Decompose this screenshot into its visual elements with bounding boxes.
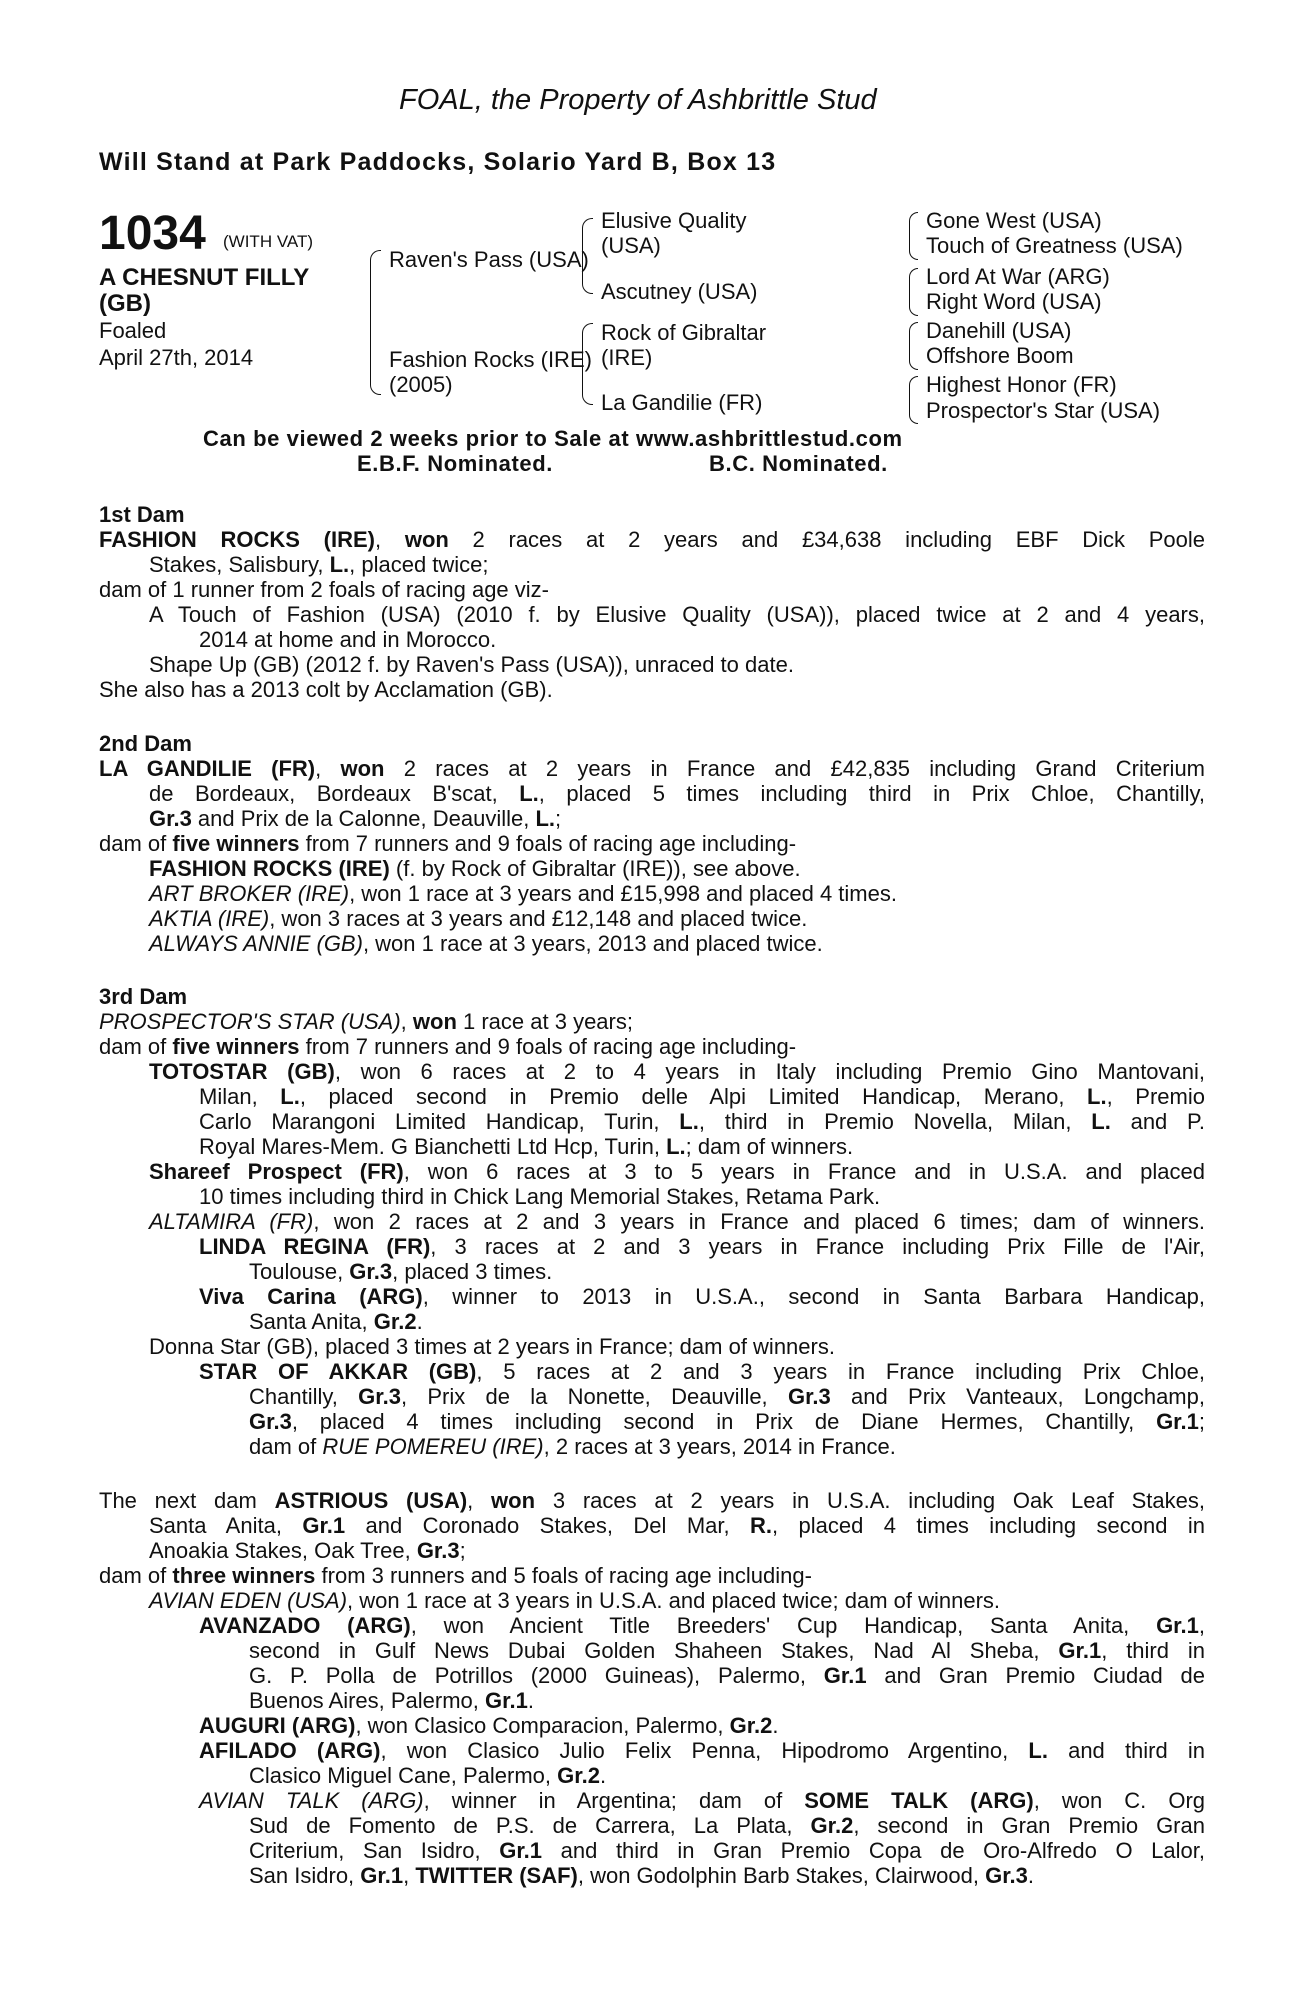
gp-2: Touch of Greatness (USA) [926, 233, 1183, 258]
bc-note: B.C. Nominated. [709, 451, 888, 476]
next-dam-line-10: AUGURI (ARG), won Clasico Comparacion, Palermo, Gr.2. [199, 1713, 779, 1738]
first-dam-line-1: FASHION ROCKS (IRE), won 2 races at 2 years and £34,638 including EBF Dick Poole [99, 527, 1205, 552]
next-dam-line-9: Buenos Aires, Palermo, Gr.1. [249, 1688, 534, 1713]
next-dam-line-13: AVIAN TALK (ARG), winner in Argentina; dam of SOME TALK (ARG), won C. Org [199, 1788, 1206, 1813]
lot-origin: (GB) [99, 290, 151, 317]
third-dam-line-9: ALTAMIRA (FR), won 2 races at 2 and 3 years in France and placed 6 times; dam of winners. [149, 1209, 1206, 1234]
dam-year: (2005) [389, 372, 453, 397]
second-dam-line-1: LA GANDILIE (FR), won 2 races at 2 years in France and £42,835 including Grand Criterium [99, 756, 1206, 781]
second-dam-line-4: dam of five winners from 7 runners and 9 foals of racing age including- [99, 831, 797, 856]
pedigree-brace-2 [582, 218, 593, 294]
third-dam-line-2: dam of five winners from 7 runners and 9 foals of racing age including- [99, 1034, 797, 1059]
third-dam-line-11: Toulouse, Gr.3, placed 3 times. [249, 1259, 553, 1284]
third-dam-line-16: Chantilly, Gr.3, Prix de la Nonette, Deauville, Gr.3 and Prix Vanteaux, Longchamp, [249, 1384, 1205, 1409]
first-dam-line-3: dam of 1 runner from 2 foals of racing age viz- [99, 577, 549, 602]
catalogue-page [99, 0, 1205, 2000]
lot-number: 1034 [99, 207, 206, 260]
sire-sire-country: (USA) [601, 233, 661, 258]
foaled-date: April 27th, 2014 [99, 345, 254, 370]
third-dam-line-1: PROSPECTOR'S STAR (USA), won 1 race at 3 years; [99, 1009, 633, 1034]
pedigree-brace-6 [909, 322, 918, 370]
third-dam-heading: 3rd Dam [99, 984, 188, 1009]
next-dam-line-12: Clasico Miguel Cane, Palermo, Gr.2. [249, 1763, 607, 1788]
stand-location: Will Stand at Park Paddocks, Solario Yard B, Box 13 [99, 148, 777, 176]
next-dam-line-7: second in Gulf News Dubai Golden Shaheen Stakes, Nad Al Sheba, Gr.1, third in [249, 1638, 1205, 1663]
sire: Raven's Pass (USA) [389, 247, 589, 272]
second-dam-line-3: Gr.3 and Prix de la Calonne, Deauville, L.; [149, 806, 562, 831]
gp-4: Right Word (USA) [926, 289, 1102, 314]
gp-8: Prospector's Star (USA) [926, 398, 1161, 423]
gp-6: Offshore Boom [926, 343, 1074, 368]
second-dam-heading: 2nd Dam [99, 731, 192, 756]
first-dam-line-5: 2014 at home and in Morocco. [199, 627, 497, 652]
viewing-note: Can be viewed 2 weeks prior to Sale at www.ashbrittlestud.com [203, 426, 903, 451]
next-dam-line-3: Anoakia Stakes, Oak Tree, Gr.3; [149, 1538, 466, 1563]
page-title: FOAL, the Property of Ashbrittle Stud [399, 84, 877, 116]
pedigree-brace-1 [370, 250, 381, 395]
third-dam-line-4: Milan, L., placed second in Premio delle Alpi Limited Handicap, Merano, L., Premio [199, 1084, 1205, 1109]
third-dam-line-12: Viva Carina (ARG), winner to 2013 in U.S.A., second in Santa Barbara Handicap, [199, 1284, 1205, 1309]
next-dam-line-11: AFILADO (ARG), won Clasico Julio Felix Penna, Hipodromo Argentino, L. and third in [199, 1738, 1206, 1763]
first-dam-line-6: Shape Up (GB) (2012 f. by Raven's Pass (USA)), unraced to date. [149, 652, 794, 677]
first-dam-line-7: She also has a 2013 colt by Acclamation (GB). [99, 677, 553, 702]
sire-dam: Ascutney (USA) [601, 279, 758, 304]
third-dam-line-18: dam of RUE POMEREU (IRE), 2 races at 3 years, 2014 in France. [249, 1434, 896, 1459]
foaled-label: Foaled [99, 318, 167, 343]
pedigree-brace-4 [909, 212, 918, 260]
lot-description: A CHESNUT FILLY [99, 264, 310, 291]
third-dam-line-5: Carlo Marangoni Limited Handicap, Turin, L., third in Premio Novella, Milan, L. and P. [199, 1109, 1205, 1134]
first-dam-line-4: A Touch of Fashion (USA) (2010 f. by Elusive Quality (USA)), placed twice at 2 and 4 years, [149, 602, 1205, 627]
gp-5: Danehill (USA) [926, 318, 1072, 343]
third-dam-line-7: Shareef Prospect (FR), won 6 races at 3 to 5 years in France and in U.S.A. and placed [149, 1159, 1205, 1184]
gp-1: Gone West (USA) [926, 208, 1102, 233]
dam-sire-country: (IRE) [601, 345, 653, 370]
next-dam-line-14: Sud de Fomento de P.S. de Carrera, La Plata, Gr.2, second in Gran Premio Gran [249, 1813, 1205, 1838]
second-dam-line-6: ART BROKER (IRE), won 1 race at 3 years and £15,998 and placed 4 times. [149, 881, 897, 906]
dam-sire: Rock of Gibraltar [601, 320, 767, 345]
next-dam-line-16: San Isidro, Gr.1, TWITTER (SAF), won Godolphin Barb Stakes, Clairwood, Gr.3. [249, 1863, 1035, 1888]
next-dam-line-4: dam of three winners from 3 runners and 5 foals of racing age including- [99, 1563, 812, 1588]
third-dam-line-15: STAR OF AKKAR (GB), 5 races at 2 and 3 years in France including Prix Chloe, [199, 1359, 1205, 1384]
ebf-note: E.B.F. Nominated. [357, 451, 553, 476]
pedigree-brace-3 [582, 323, 593, 405]
pedigree-brace-7 [909, 376, 918, 424]
gp-7: Highest Honor (FR) [926, 372, 1117, 397]
first-dam-line-2: Stakes, Salisbury, L., placed twice; [149, 552, 489, 577]
third-dam-line-10: LINDA REGINA (FR), 3 races at 2 and 3 years in France including Prix Fille de l'Air, [199, 1234, 1205, 1259]
next-dam-line-15: Criterium, San Isidro, Gr.1 and third in Gran Premio Copa de Oro-Alfredo O Lalor, [249, 1838, 1206, 1863]
dam-dam: La Gandilie (FR) [601, 390, 763, 415]
next-dam-line-8: G. P. Polla de Potrillos (2000 Guineas), Palermo, Gr.1 and Gran Premio Ciudad de [249, 1663, 1205, 1688]
first-dam-heading: 1st Dam [99, 502, 185, 527]
third-dam-line-8: 10 times including third in Chick Lang Memorial Stakes, Retama Park. [199, 1184, 881, 1209]
dam: Fashion Rocks (IRE) [389, 347, 592, 372]
third-dam-line-14: Donna Star (GB), placed 3 times at 2 years in France; dam of winners. [149, 1334, 835, 1359]
vat-note: (WITH VAT) [223, 232, 314, 251]
next-dam-line-1: The next dam ASTRIOUS (USA), won 3 races at 2 years in U.S.A. including Oak Leaf Stakes, [99, 1488, 1205, 1513]
third-dam-line-13: Santa Anita, Gr.2. [249, 1309, 423, 1334]
next-dam-line-5: AVIAN EDEN (USA), won 1 race at 3 years in U.S.A. and placed twice; dam of winners. [149, 1588, 1001, 1613]
pedigree-brace-5 [909, 268, 918, 316]
second-dam-line-5: FASHION ROCKS (IRE) (f. by Rock of Gibraltar (IRE)), see above. [149, 856, 801, 881]
second-dam-line-2: de Bordeaux, Bordeaux B'scat, L., placed 5 times including third in Prix Chloe, Chantilly, [149, 781, 1205, 806]
next-dam-line-6: AVANZADO (ARG), won Ancient Title Breeders' Cup Handicap, Santa Anita, Gr.1, [199, 1613, 1205, 1638]
gp-3: Lord At War (ARG) [926, 264, 1110, 289]
third-dam-line-17: Gr.3, placed 4 times including second in Prix de Diane Hermes, Chantilly, Gr.1; [249, 1409, 1205, 1434]
third-dam-line-3: TOTOSTAR (GB), won 6 races at 2 to 4 years in Italy including Premio Gino Mantovani, [149, 1059, 1206, 1084]
second-dam-line-7: AKTIA (IRE), won 3 races at 3 years and £12,148 and placed twice. [149, 906, 808, 931]
second-dam-line-8: ALWAYS ANNIE (GB), won 1 race at 3 years, 2013 and placed twice. [149, 931, 823, 956]
third-dam-line-6: Royal Mares-Mem. G Bianchetti Ltd Hcp, Turin, L.; dam of winners. [199, 1134, 854, 1159]
next-dam-line-2: Santa Anita, Gr.1 and Coronado Stakes, Del Mar, R., placed 4 times including second in [149, 1513, 1205, 1538]
sire-sire: Elusive Quality [601, 208, 747, 233]
